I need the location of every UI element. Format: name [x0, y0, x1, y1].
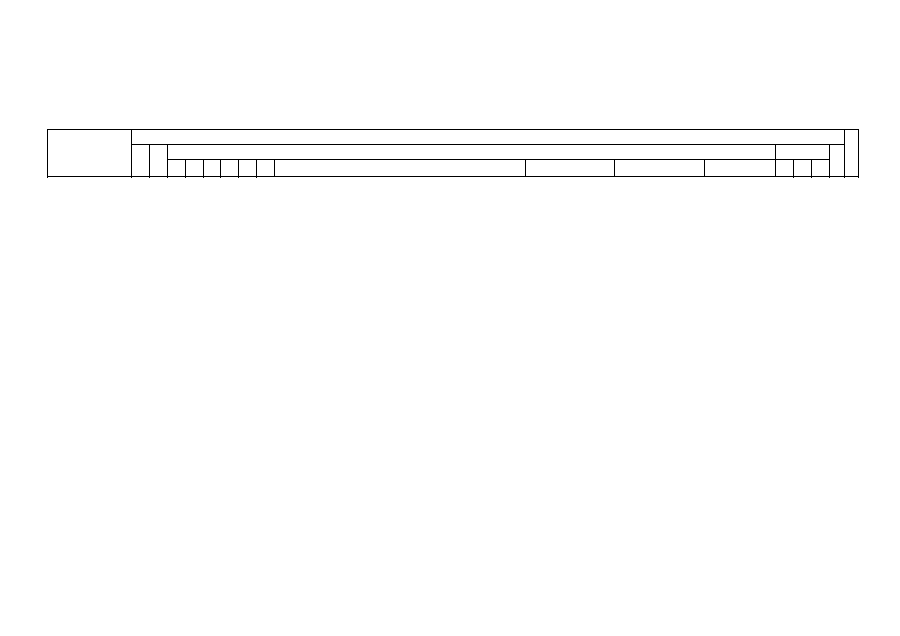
header-col-0 — [132, 145, 150, 177]
enrollment-plan-table — [47, 129, 859, 177]
header-fine-arts — [776, 145, 830, 160]
header-categories — [132, 130, 845, 145]
header-col-37 — [793, 160, 811, 177]
header-school-name — [48, 130, 132, 177]
header-folk — [275, 160, 525, 177]
header-brass — [525, 160, 614, 177]
header-woodwind — [615, 160, 704, 177]
header-subtotal — [845, 130, 859, 177]
header-col-6 — [239, 160, 257, 177]
header-host — [829, 145, 844, 177]
header-instruments — [167, 145, 775, 160]
header-col-36 — [776, 160, 794, 177]
header-col-3 — [185, 160, 203, 177]
header-col-38 — [811, 160, 829, 177]
header-col-7 — [257, 160, 275, 177]
header-col-4 — [203, 160, 221, 177]
header-col-2 — [167, 160, 185, 177]
header-col-5 — [221, 160, 239, 177]
header-col-1 — [149, 145, 167, 177]
header-strings — [704, 160, 776, 177]
